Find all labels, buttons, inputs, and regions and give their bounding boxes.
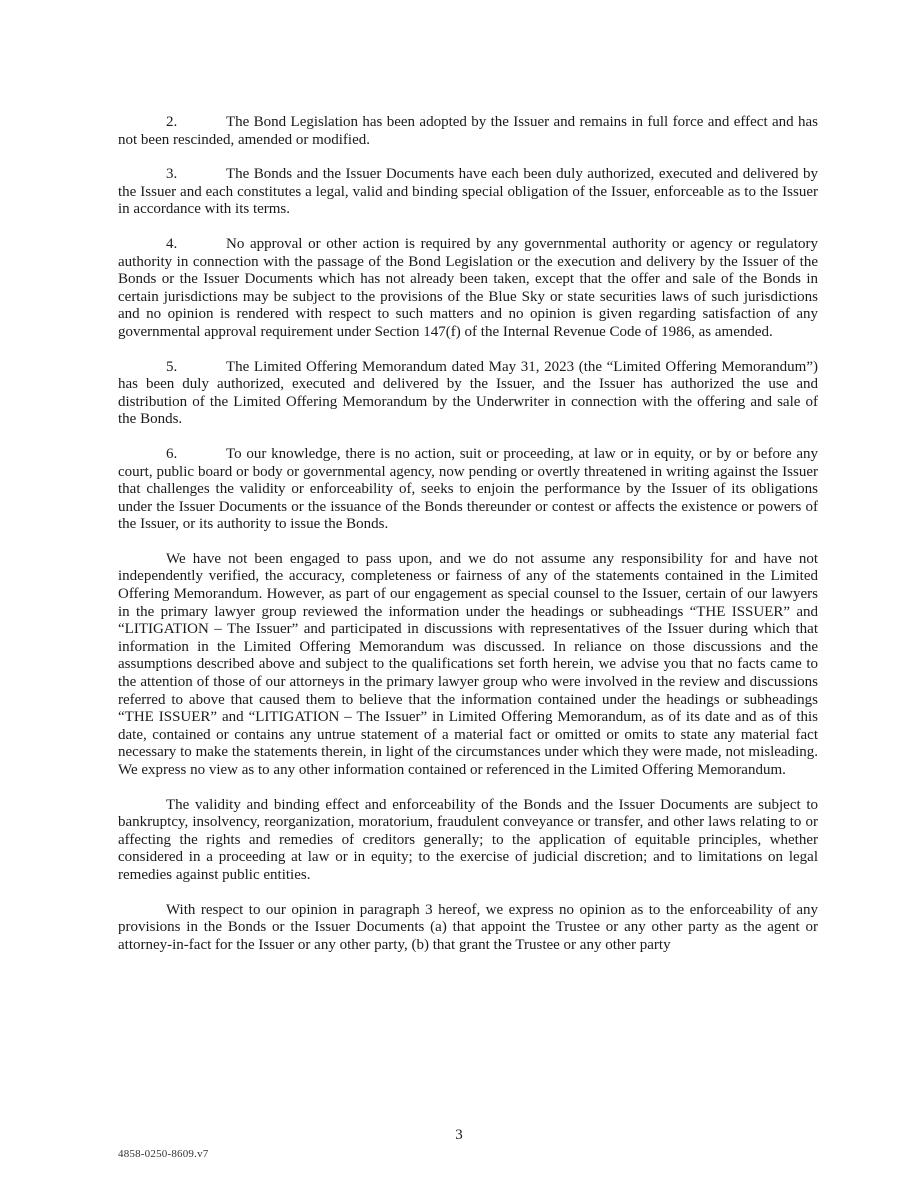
- paragraph-number: 4.: [166, 235, 178, 252]
- numbered-paragraph-2: [118, 114, 818, 149]
- numbered-paragraph-4: [118, 236, 818, 342]
- paragraph-3-exceptions-paragraph: With respect to our opinion in paragraph 3 hereof, we express no opinion as to the enforceability of any provisions in the Bonds or the Issuer Documents (a) that appoint the Trustee or any other party as the agent or attorney-in-fact for the Issuer or any other party, (b) that grant the Trustee or any other party: [118, 901, 818, 953]
- enforceability-qualification-paragraph: The validity and binding effect and enforceability of the Bonds and the Issuer Documents are subject to bankruptcy, insolvency, reorganization, moratorium, fraudulent conveyance or transfer, and other laws relating to or affecting the rights and remedies of creditors generally; to the application of equitable principles, whether considered in a proceeding at law or in equity; to the exercise of judicial discretion; and to limitations on legal remedies against public entities.: [118, 796, 818, 883]
- paragraph-text: The Bond Legislation has been adopted by the Issuer and remains in full force and effect and has not been rescinded, amended or modified.: [118, 114, 818, 148]
- paragraph-text: The Bonds and the Issuer Documents have each been duly authorized, executed and delivered by the Issuer and each constitutes a legal, valid and binding special obligation of the Issuer, enforceable as to the Issuer in accordance with its terms.: [118, 166, 818, 218]
- paragraph-number: 2.: [166, 114, 178, 130]
- numbered-paragraph-3: [118, 166, 818, 219]
- numbered-paragraph-6: [118, 446, 818, 534]
- paragraph-text: No approval or other action is required by any governmental authority or agency or regulatory authority in connection with the passage of the Bond Legislation or the execution and delivery by the Issuer of the Bonds or the Issuer Documents which has not already been taken, except that the offer and sale of the Bonds in certain jurisdictions may be subject to the provisions of the Blue Sky or state securities laws of such jurisdictions and no opinion is rendered with respect to such matters and no opinion is given regarding satisfaction of any governmental approval requirement under Section 147(f) of the Internal Revenue Code of 1986, as amended.: [118, 235, 818, 340]
- disclosure-review-paragraph: We have not been engaged to pass upon, and we do not assume any responsibility for and have not independently verified, the accuracy, completeness or fairness of any of the statements contained in the Limited Offering Memorandum. However, as part of our engagement as special counsel to the Issuer, certain of our lawyers in the primary lawyer group reviewed the information under the headings or subheadings “THE ISSUER” and “LITIGATION – The Issuer” and participated in discussions with representatives of the Issuer during which that information in the Limited Offering Memorandum was discussed. In reliance on those discussions and the assumptions described above and subject to the qualifications set forth herein, we advise you that no facts came to the attention of those of our attorneys in the primary lawyer group who were involved in the review and discussions referred to above that caused them to believe that the information contained under the headings or subheadings “THE ISSUER” and “LITIGATION – The Issuer” in Limited Offering Memorandum, as of its date and as of this date, contained or contains any untrue statement of a material fact or omitted or omits to state any material fact necessary to make the statements therein, in light of the circumstances under which they were made, not misleading. We express no view as to any other information contained or referenced in the Limited Offering Memorandum.: [118, 550, 818, 778]
- paragraph-text: To our knowledge, there is no action, suit or proceeding, at law or in equity, or by or before any court, public board or body or governmental agency, now pending or overtly threatened in writing against the Issuer that challenges the validity or enforceability of, seeks to enjoin the performance by the Issuer of its obligations under the Issuer Documents or the issuance of the Bonds thereunder or contest or affects the existence or powers of the Issuer, or its authority to issue the Bonds.: [118, 445, 818, 533]
- page-number: 3: [455, 1127, 463, 1143]
- document-id: 4858-0250-8609.v7: [118, 1148, 209, 1160]
- paragraph-number: 3.: [166, 166, 178, 183]
- paragraph-number: 6.: [166, 445, 178, 462]
- opinion-body: [118, 114, 818, 954]
- numbered-paragraph-5: [118, 359, 818, 429]
- paragraph-text: The Limited Offering Memorandum dated May 31, 2023 (the “Limited Offering Memorandum”) has been duly authorized, executed and delivered by the Issuer, and the Issuer has authorized the use and distribution of the Limited Offering Memorandum by the Underwriter in connection with the offering and sale of the Bonds.: [118, 358, 818, 428]
- paragraph-number: 5.: [166, 358, 178, 375]
